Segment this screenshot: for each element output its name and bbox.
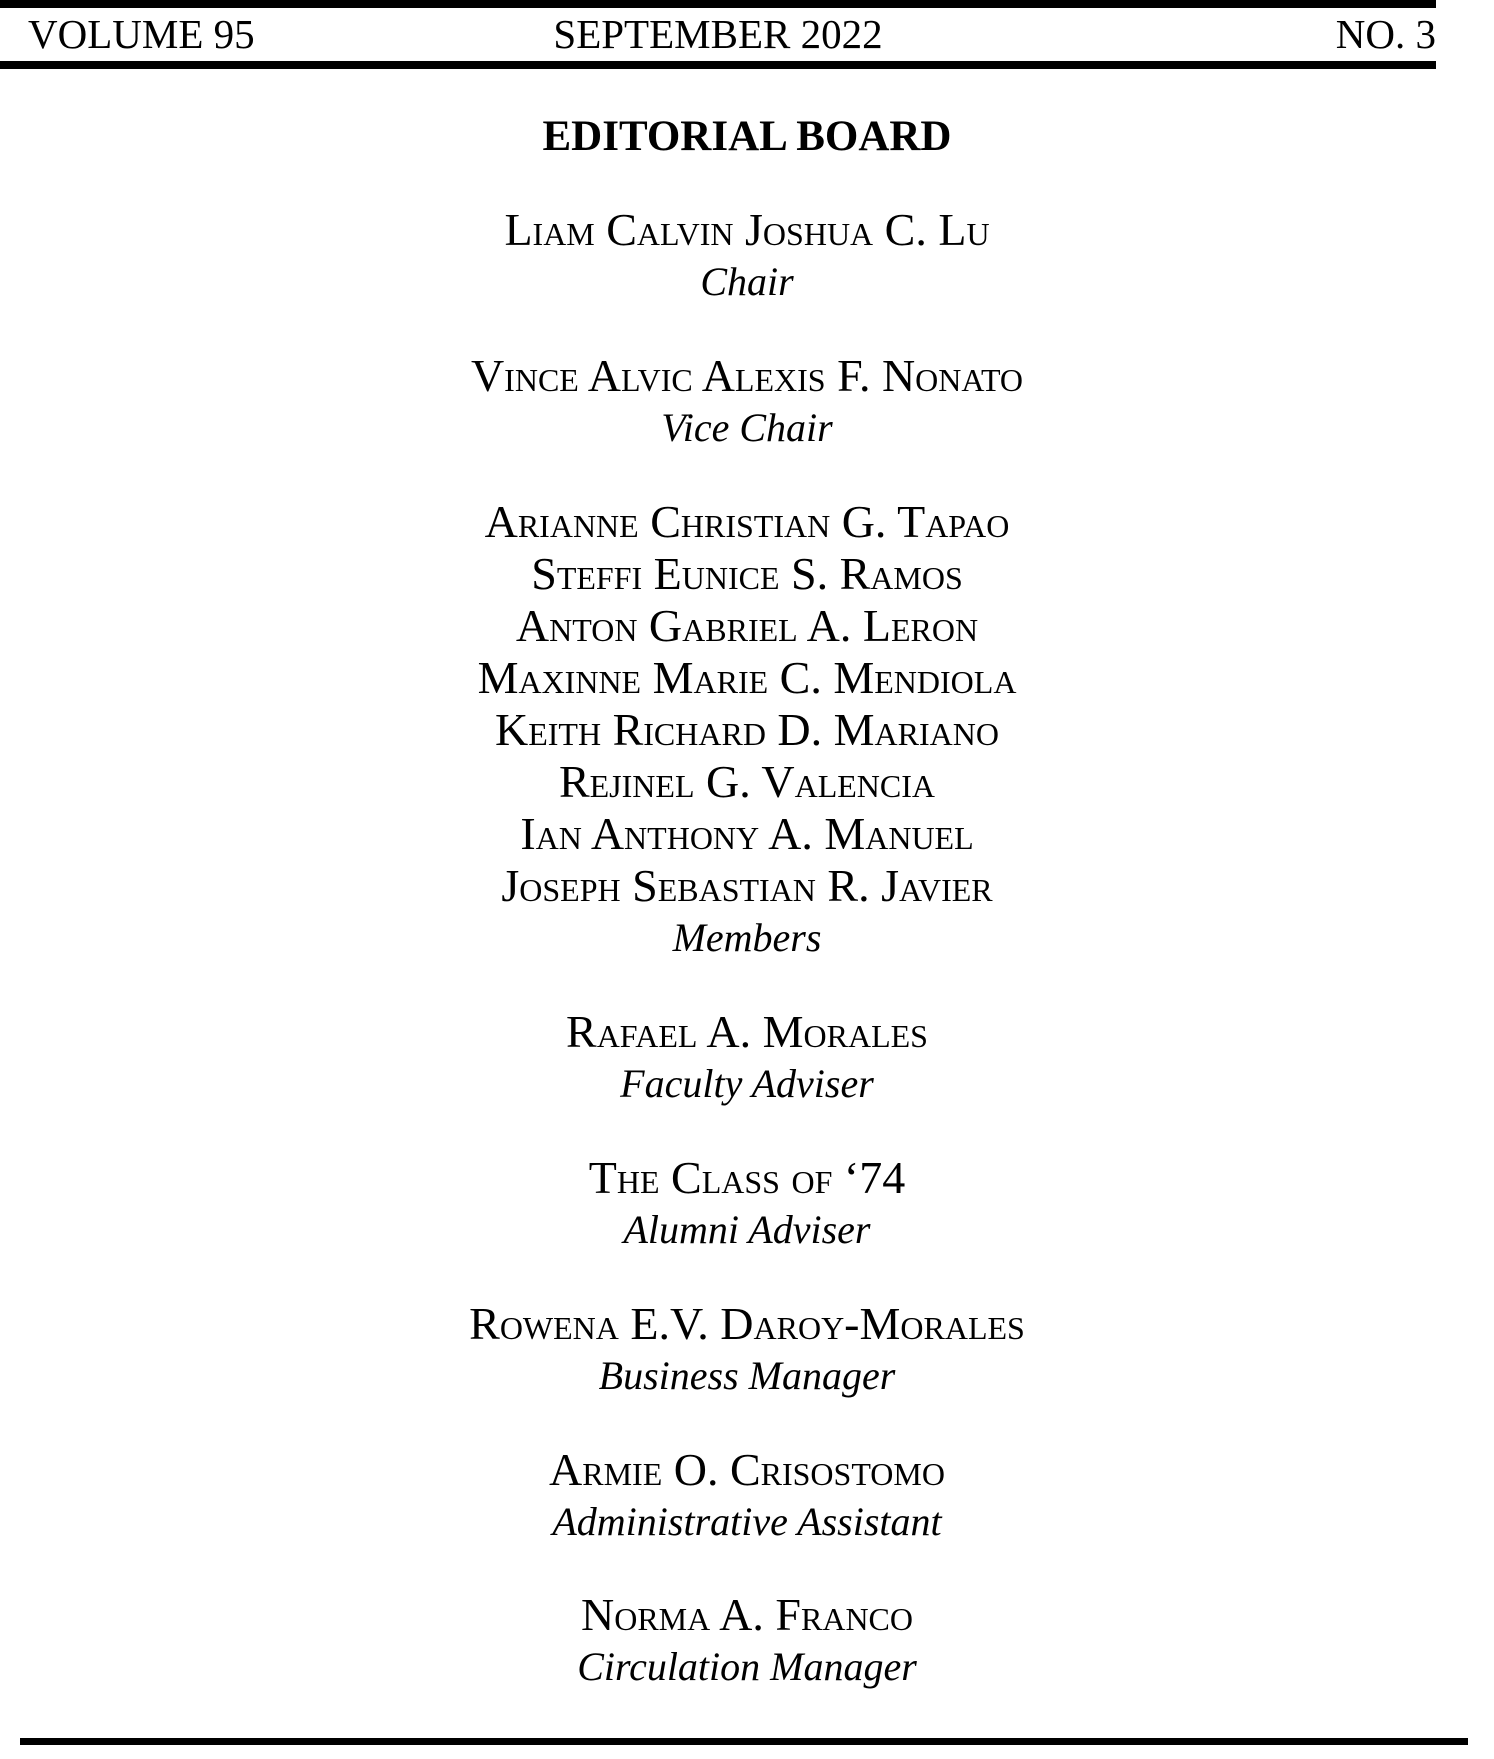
board-member-name: Keith Richard D. Mariano [495, 704, 999, 755]
board-group-members [0, 496, 1494, 964]
board-role: Administrative Assistant [552, 1499, 942, 1544]
board-role: Circulation Manager [577, 1644, 917, 1689]
board-member-name: Armie O. Crisostomo [549, 1444, 945, 1495]
board-member-name: Norma A. Franco [580, 1589, 913, 1640]
page-title: EDITORIAL BOARD [542, 113, 952, 160]
board-member-name: Rejinel G. Valencia [558, 756, 936, 807]
board-member-name: Vince Alvic Alexis F. Nonato [470, 350, 1024, 401]
board-role: Business Manager [598, 1353, 896, 1398]
board-member-name: Rowena E.V. Daroy-Morales [469, 1298, 1025, 1349]
board-member-name: Joseph Sebastian R. Javier [501, 860, 993, 911]
masthead-bottom-rule [0, 61, 1436, 69]
volume-label: VOLUME 95 [28, 11, 255, 57]
board-member-name: Anton Gabriel A. Leron [515, 600, 979, 651]
issue-date: SEPTEMBER 2022 [553, 11, 883, 57]
board-group-vice-chair [0, 350, 1494, 454]
board-role: Chair [700, 259, 794, 304]
board-member-name: Steffi Eunice S. Ramos [531, 548, 963, 599]
board-role: Vice Chair [661, 405, 833, 450]
board-member-name: The Class of ‘74 [588, 1152, 906, 1203]
board-role: Faculty Adviser [620, 1061, 874, 1106]
board-group-chair [0, 204, 1494, 308]
page-bottom-rule [20, 1738, 1468, 1745]
board-group-business-manager [0, 1298, 1494, 1402]
board-group-alumni-adviser [0, 1152, 1494, 1256]
board-member-name: Rafael A. Morales [566, 1006, 928, 1057]
issue-number: NO. 3 [1335, 11, 1436, 57]
board-group-circulation-manager [0, 1589, 1494, 1693]
board-role: Alumni Adviser [623, 1207, 871, 1252]
board-member-name: Liam Calvin Joshua C. Lu [504, 204, 990, 255]
board-group-administrative-assistant [0, 1444, 1494, 1548]
board-group-faculty-adviser [0, 1006, 1494, 1110]
board-member-name: Maxinne Marie C. Mendiola [477, 652, 1017, 703]
board-member-name: Arianne Christian G. Tapao [484, 496, 1010, 547]
board-member-name: Ian Anthony A. Manuel [520, 808, 974, 859]
board-role: Members [672, 915, 822, 960]
masthead-top-rule [0, 0, 1436, 8]
